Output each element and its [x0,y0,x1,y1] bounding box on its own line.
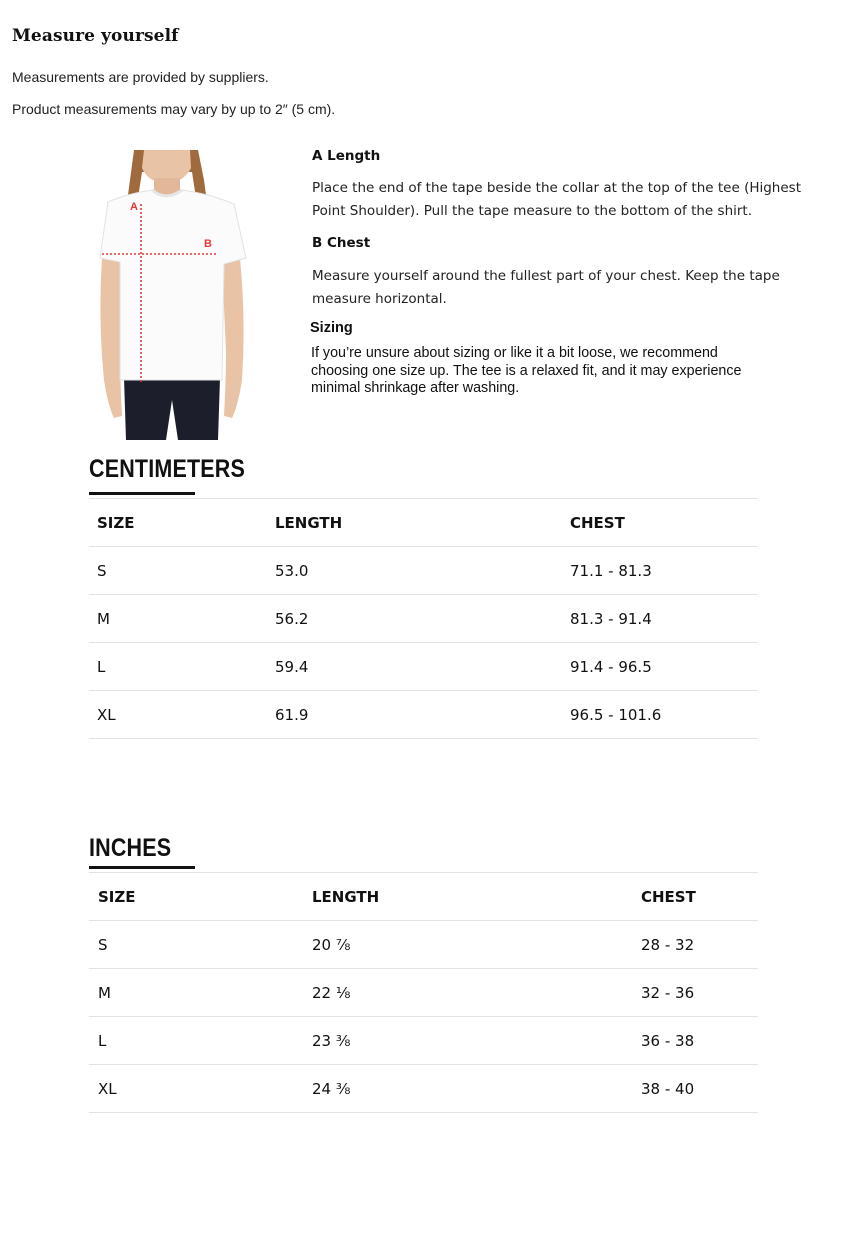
length-instruction-title: A Length [312,148,381,164]
column-header-size: SIZE [89,873,303,921]
chest-cell: 36 - 38 [641,1017,758,1065]
inches-size-table [89,872,758,1113]
chest-cell: 81.3 - 91.4 [570,595,758,643]
table-row [89,1017,758,1065]
page-title: Measure yourself [12,26,179,46]
column-header-size: SIZE [89,499,275,547]
centimeters-heading: CENTIMETERS [89,455,245,483]
size-cell: M [89,595,275,643]
table-row [89,1065,758,1113]
table-header-row [89,873,758,921]
size-cell: M [89,969,303,1017]
length-cell: 59.4 [275,643,570,691]
size-cell: S [89,921,303,969]
chest-instruction-text: Measure yourself around the fullest part of your chest. Keep the tape measure horizontal. [312,268,780,307]
product-figure [96,150,248,440]
length-cell: 24 ⅜ [303,1065,641,1113]
variance-note: Product measurements may vary by up to 2″ (5 cm). [12,101,336,117]
table-row [89,691,758,739]
chest-instruction-title: B Chest [312,235,371,251]
size-cell: L [89,1017,303,1065]
supplier-note: Measurements are provided by suppliers. [12,69,269,85]
table-header-row [89,499,758,547]
length-cell: 53.0 [275,547,570,595]
sizing-title: Sizing [310,320,353,336]
tee-measurement-illustration [96,150,248,440]
table-row [89,595,758,643]
chest-cell: 91.4 - 96.5 [570,643,758,691]
table-row [89,547,758,595]
length-cell: 22 ⅛ [303,969,641,1017]
chest-cell: 38 - 40 [641,1065,758,1113]
inches-heading: INCHES [89,834,172,862]
centimeters-size-table [89,498,758,739]
figure-label-a: A [130,201,138,213]
table-row [89,921,758,969]
table-row [89,969,758,1017]
column-header-chest: CHEST [570,499,758,547]
chest-cell: 96.5 - 101.6 [570,691,758,739]
column-header-length: LENGTH [275,499,570,547]
length-cell: 56.2 [275,595,570,643]
chest-cell: 32 - 36 [641,969,758,1017]
column-header-length: LENGTH [303,873,641,921]
sizing-text: If you’re unsure about sizing or like it a bit loose, we recommend choosing one size up. The tee is a relaxed fit, and it may experience minimal shrinkage after washing. [311,345,742,396]
table-row [89,643,758,691]
inches-heading-underline [89,866,195,869]
length-cell: 61.9 [275,691,570,739]
length-cell: 20 ⅞ [303,921,641,969]
length-cell: 23 ⅜ [303,1017,641,1065]
figure-label-b: B [204,238,212,250]
size-cell: L [89,643,275,691]
size-cell: S [89,547,275,595]
size-cell: XL [89,1065,303,1113]
chest-cell: 28 - 32 [641,921,758,969]
centimeters-heading-underline [89,492,195,495]
size-cell: XL [89,691,275,739]
column-header-chest: CHEST [641,873,758,921]
chest-cell: 71.1 - 81.3 [570,547,758,595]
length-instruction-text: Place the end of the tape beside the collar at the top of the tee (Highest Point Shoulder). Pull the tape measure to the bottom of the shirt. [312,180,801,219]
